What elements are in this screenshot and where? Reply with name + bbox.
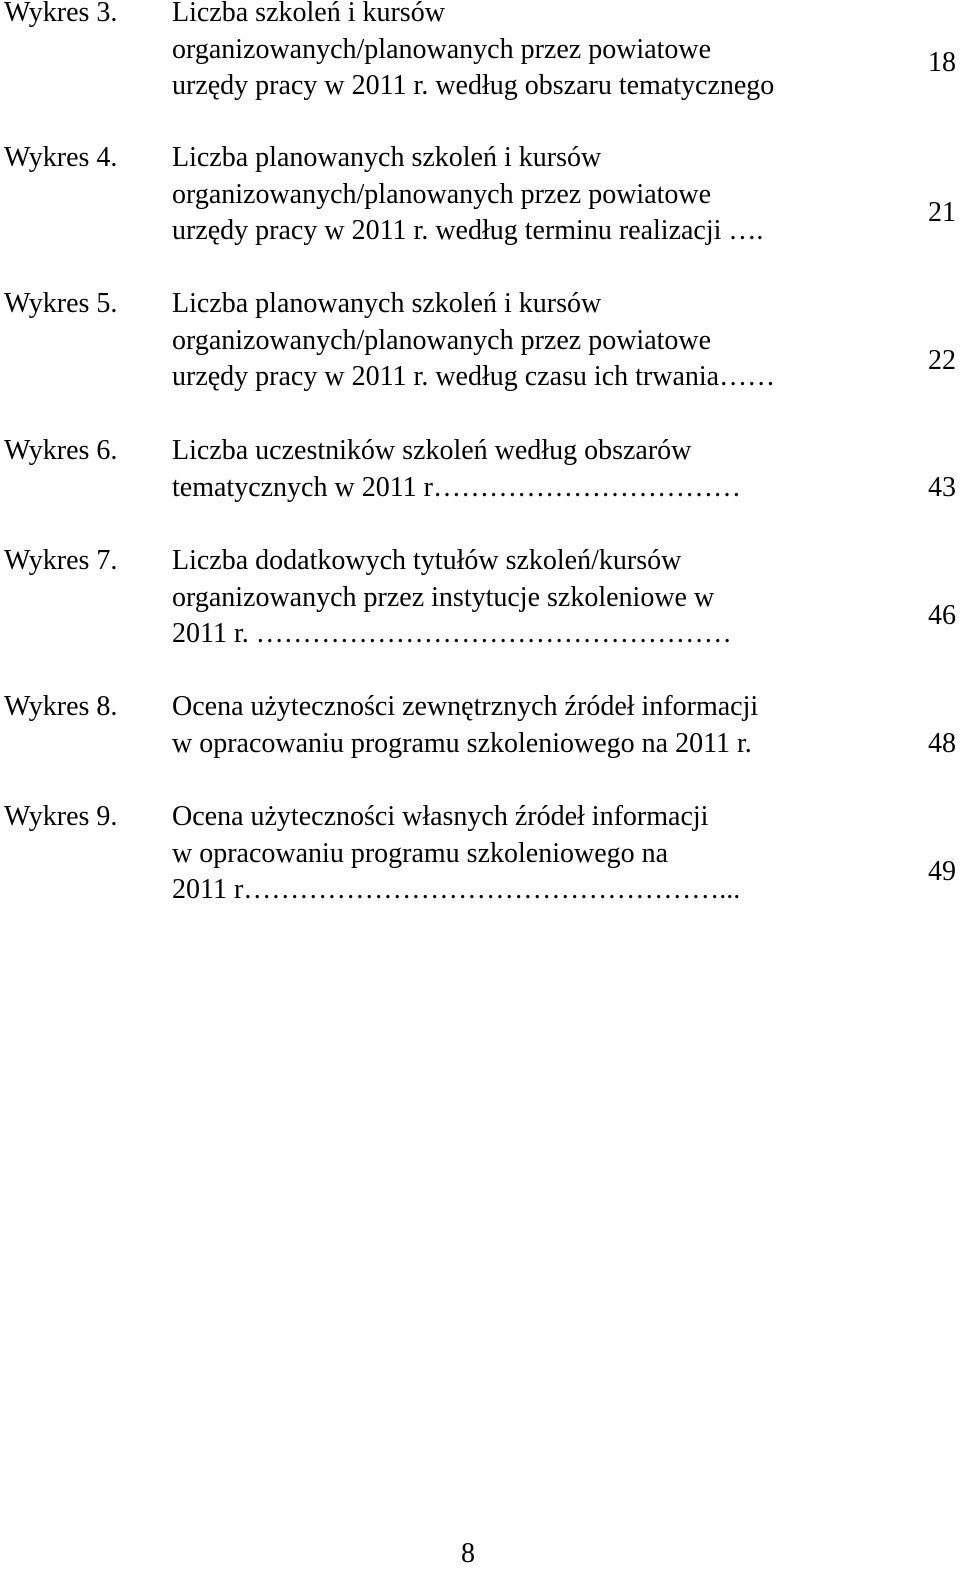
- entry-line: organizowanych/planowanych przez powiatowe: [172, 324, 712, 356]
- entry-line: urzędy pracy w 2011 r. według czasu ich trwania……: [172, 361, 776, 392]
- entry-line: tematycznych w 2011 r……………………………: [172, 471, 741, 503]
- entry-description: [172, 799, 872, 909]
- entry-description: [172, 543, 872, 653]
- entry-label: Wykres 8.: [4, 691, 118, 722]
- entry-line: urzędy pracy w 2011 r. według terminu realizacji ….: [172, 215, 764, 246]
- entry-description: [172, 286, 872, 396]
- entry-line: Ocena użyteczności własnych źródeł informacji: [172, 801, 709, 832]
- entry-label: Wykres 5.: [4, 288, 118, 319]
- entry-page-number: 46: [928, 600, 956, 631]
- entry-line: 2011 r……………………………………………...: [172, 874, 741, 905]
- entry-line: Liczba szkoleń i kursów: [172, 0, 445, 28]
- entry-line: Liczba uczestników szkoleń według obszarów: [172, 435, 692, 466]
- entry-line: 2011 r. ……………………………………………: [172, 618, 732, 649]
- entry-line: organizowanych/planowanych przez powiatowe: [172, 33, 712, 65]
- entry-description: [172, 140, 872, 250]
- entry-page-number: 22: [928, 345, 956, 376]
- entry-page-number: 49: [928, 856, 956, 887]
- entry-label: Wykres 9.: [4, 801, 118, 832]
- entry-line: w opracowaniu programu szkoleniowego na 2011 r.: [172, 727, 752, 759]
- entry-page-number: 43: [928, 472, 956, 503]
- entry-label: Wykres 6.: [4, 435, 118, 466]
- entry-label: Wykres 3.: [4, 0, 118, 28]
- entry-label: Wykres 7.: [4, 545, 118, 576]
- entry-page-number: 21: [928, 197, 956, 228]
- entry-line: Liczba planowanych szkoleń i kursów: [172, 142, 602, 173]
- entry-page-number: 48: [928, 728, 956, 759]
- entry-description: [172, 433, 872, 506]
- entry-line: w opracowaniu programu szkoleniowego na: [172, 837, 669, 869]
- entry-description: [172, 0, 872, 105]
- entry-line: organizowanych przez instytucje szkoleniowe w: [172, 581, 715, 613]
- entry-description: [172, 689, 872, 762]
- entry-line: Ocena użyteczności zewnętrznych źródeł informacji: [172, 691, 759, 722]
- footer-page-number: 8: [461, 1538, 475, 1569]
- entry-line: Liczba planowanych szkoleń i kursów: [172, 288, 602, 319]
- entry-label: Wykres 4.: [4, 142, 118, 173]
- entry-line: urzędy pracy w 2011 r. według obszaru tematycznego: [172, 70, 775, 101]
- entry-line: Liczba dodatkowych tytułów szkoleń/kursów: [172, 545, 682, 576]
- entry-line: organizowanych/planowanych przez powiatowe: [172, 178, 712, 210]
- entry-page-number: 18: [928, 47, 956, 78]
